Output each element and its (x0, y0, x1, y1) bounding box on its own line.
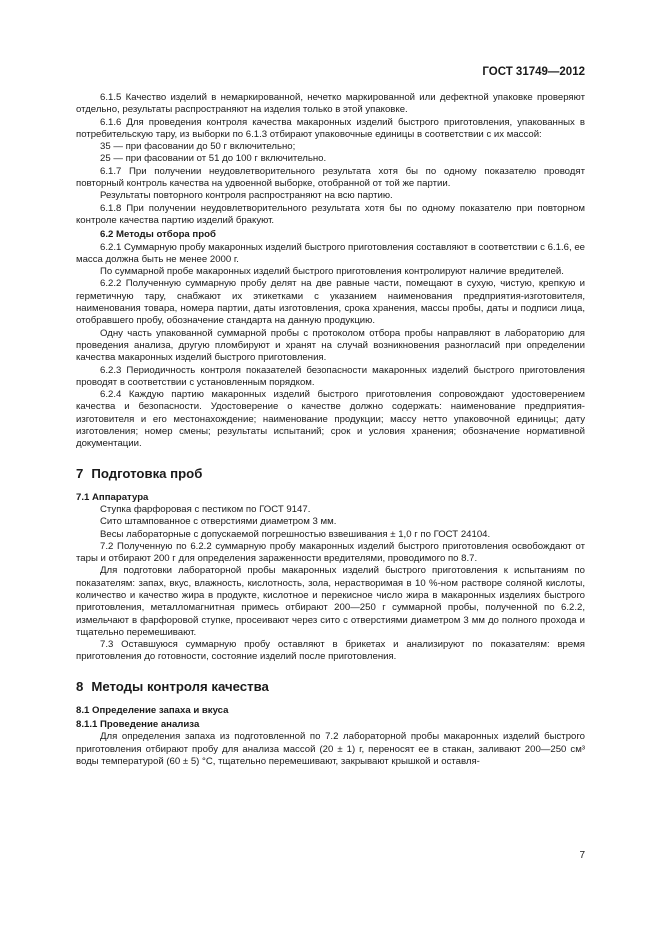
apparatus-item: Ступка фарфоровая с пестиком по ГОСТ 9147. (100, 503, 311, 515)
paragraph-8-1-1: Для определения запаха из подготовленной по 7.2 лабораторной пробы макаронных изделий быстрого приготовления отбирают пробу для анализа массой (20 ± 1) г, переносят ее в стакан, заливают 200—250 см³ воды температурой (60 ± 5) °С, тщательно перемешивают, закрывают крышкой и оставля- (76, 731, 585, 767)
list-item: 35 — при фасовании до 50 г включительно; (100, 141, 296, 153)
paragraph-6-2-1: 6.2.1 Суммарную пробу макаронных изделий быстрого приготовления составляют в соответствии с 6.1.6, ее масса должна быть не менее 2000 г. (76, 241, 585, 265)
paragraph: По суммарной пробе макаронных изделий быстрого приготовления контролируют наличие вредителей. (100, 266, 564, 278)
subsection-heading-7-1: 7.1 Аппаратура (76, 491, 149, 503)
paragraph-6-2-3: 6.2.3 Периодичность контроля показателей безопасности макаронных изделий быстрого приготовления проводят в соответствии с установленным порядком. (76, 364, 585, 388)
section-number: 8 (76, 678, 84, 694)
paragraph-7-2: 7.2 Полученную по 6.2.2 суммарную пробу макаронных изделий быстрого приготовления освобождают от тары и отбирают 200 г для определения зараженности вредителями, проводимого по 8.7. (76, 540, 585, 565)
subsection-heading-6-2: 6.2 Методы отбора проб (100, 229, 216, 241)
section-heading-8 (76, 679, 585, 695)
section-number: 7 (76, 465, 84, 481)
paragraph-6-1-5: 6.1.5 Качество изделий в немаркированной, нечетко маркированной или дефектной упаковке проверяют отдельно, результаты распространяют на изделия только в этой упаковке. (76, 92, 585, 116)
paragraph: Одну часть упакованной суммарной пробы с протоколом отбора пробы направляют в лабораторию для проведения анализа, другую пломбируют и хранят на случай возникновения разногласий при определении качества макаронных изделий быстрого приготовления. (76, 327, 585, 364)
subsection-heading-8-1: 8.1 Определение запаха и вкуса (76, 704, 229, 716)
subsection-heading-8-1-1: 8.1.1 Проведение анализа (76, 719, 200, 731)
apparatus-item: Весы лабораторные с допускаемой погрешностью взвешивания ± 1,0 г по ГОСТ 24104. (100, 528, 491, 540)
paragraph: Результаты повторного контроля распространяют на всю партию. (100, 190, 393, 202)
section-title: Подготовка проб (91, 465, 203, 481)
paragraph-6-1-7: 6.1.7 При получении неудовлетворительного результата хотя бы по одному показателю проводят повторный контроль качества на удвоенной выборке, отобранной от той же партии. (76, 165, 585, 190)
paragraph: Для подготовки лабораторной пробы макаронных изделий быстрого приготовления к испытаниям по показателям: запах, вкус, влажность, кислотность, зола, нерастворимая в 10 %-ном растворе соляной кислоты, количество и качество жира в продукте, кислотное и перекисное число жира в макаронных изделиях быстрого приготовления, металломагнитная примесь отбирают 200—250 г суммарной пробы, полученной по 6.2.2, измельчают в фарфоровой ступке, просеивают через сито с отверстиями диаметром 3 мм до полного прохода и тщательно перемешивают. (76, 565, 585, 638)
paragraph-6-2-2: 6.2.2 Полученную суммарную пробу делят на две равные части, помещают в сухую, чистую, крепкую и герметичную тару, снабжают их этикетками с указанием наименования предприятия-изготовителя, наименования товара, номера партии, даты изготовления, срока хранения, массы пробы, даты и подписи лица, отобравшего пробу, обозначение стандарта на данную продукцию. (76, 278, 585, 327)
section-heading-7 (76, 466, 585, 482)
document-header: ГОСТ 31749—2012 (482, 66, 585, 78)
paragraph-7-3: 7.3 Оставшуюся суммарную пробу оставляют в брикетах и анализируют по показателям: время приготовления до готовности, состояние изделий после приготовления. (76, 639, 585, 663)
paragraph-6-2-4: 6.2.4 Каждую партию макаронных изделий быстрого приготовления сопровождают удостоверением качества и безопасности. Удостоверение о качестве должно содержать: наименование предприятия-изготовителя и его местонахождение; наименование продукции; массу нетто упаковочной единицы; дату изготовления; номер смены; результаты испытаний; срок и условия хранения; обозначение нормативной документации. (76, 389, 585, 450)
paragraph-6-1-6: 6.1.6 Для проведения контроля качества макаронных изделий быстрого приготовления, упакованных в потребительскую тару, из выборки по 6.1.3 отбирают упаковочные единицы в соответствии с их массой: (76, 116, 585, 140)
list-item: 25 — при фасовании от 51 до 100 г включительно. (100, 153, 327, 165)
page-number: 7 (579, 850, 585, 861)
apparatus-item: Сито штампованное с отверстиями диаметром 3 мм. (100, 516, 337, 528)
section-title: Методы контроля качества (91, 678, 269, 694)
document-body (76, 92, 585, 768)
paragraph-6-1-8: 6.1.8 При получении неудовлетворительного результата хотя бы по одному показателю при повторном контроле качества партию изделий бракуют. (76, 202, 585, 226)
